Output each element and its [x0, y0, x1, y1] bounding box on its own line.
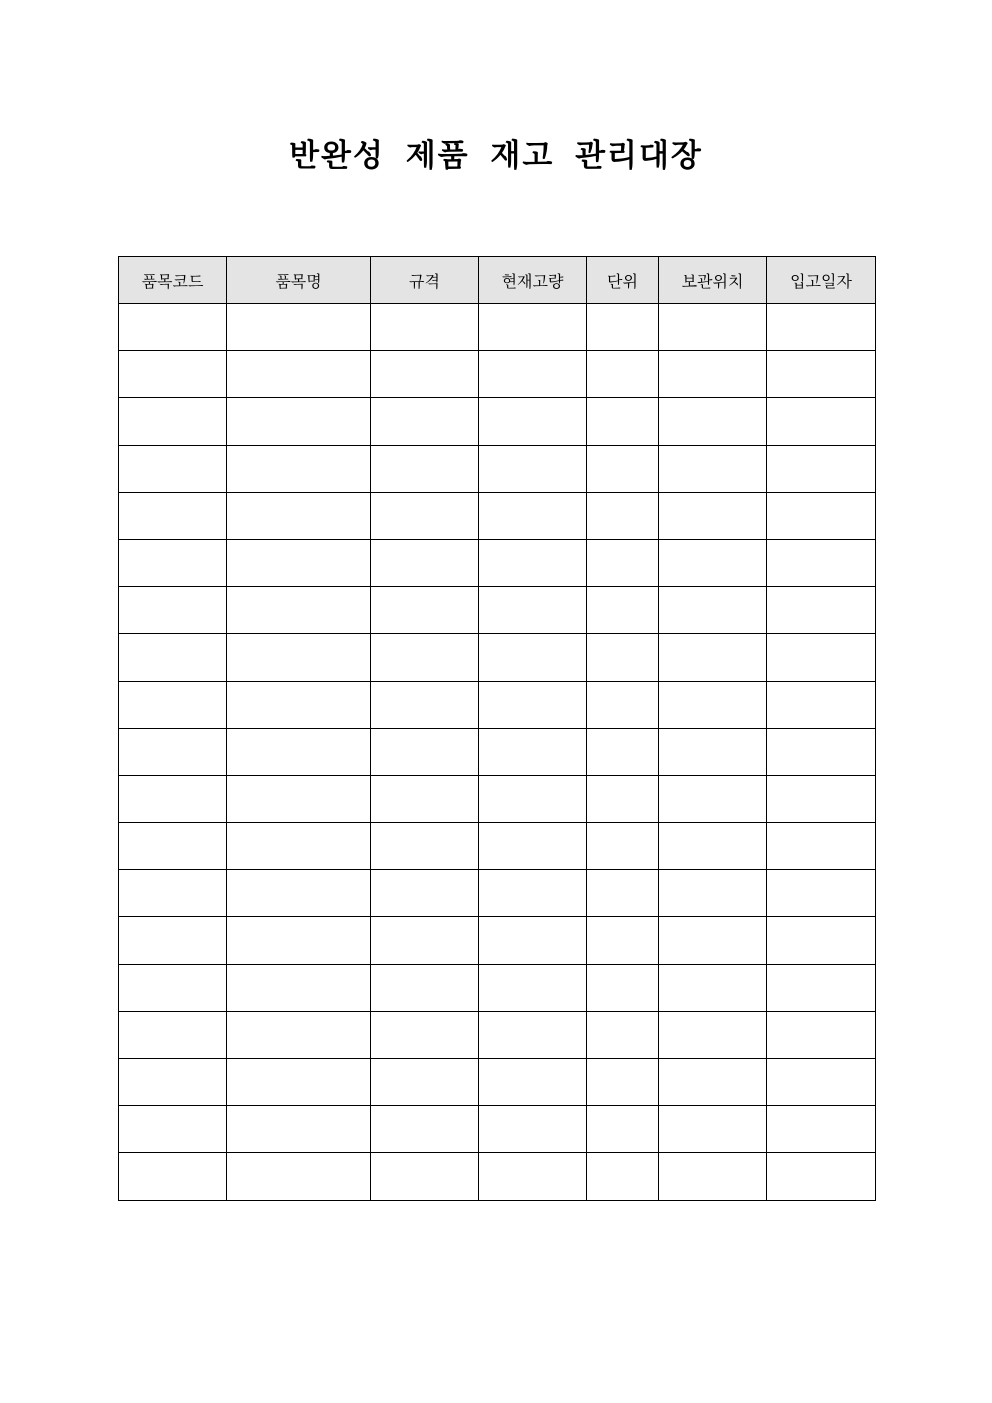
table-cell[interactable]: [227, 587, 371, 634]
table-row: [119, 728, 876, 775]
table-cell[interactable]: [119, 964, 227, 1011]
table-cell[interactable]: [659, 870, 767, 917]
table-cell[interactable]: [767, 823, 876, 870]
table-cell[interactable]: [227, 681, 371, 728]
table-cell[interactable]: [767, 445, 876, 492]
table-cell[interactable]: [371, 728, 479, 775]
table-cell[interactable]: [119, 681, 227, 728]
table-cell[interactable]: [227, 728, 371, 775]
table-cell[interactable]: [371, 351, 479, 398]
table-cell[interactable]: [371, 964, 479, 1011]
table-cell[interactable]: [479, 681, 587, 728]
table-cell[interactable]: [119, 1106, 227, 1153]
column-header-spec: 규격: [371, 257, 479, 304]
table-cell[interactable]: [119, 1153, 227, 1200]
table-cell[interactable]: [119, 775, 227, 822]
table-row: [119, 304, 876, 351]
table-cell[interactable]: [659, 445, 767, 492]
table-cell[interactable]: [659, 964, 767, 1011]
table-cell[interactable]: [119, 823, 227, 870]
table-cell[interactable]: [587, 445, 659, 492]
table-cell[interactable]: [767, 870, 876, 917]
table-cell[interactable]: [767, 1106, 876, 1153]
table-cell[interactable]: [767, 587, 876, 634]
table-cell[interactable]: [587, 1153, 659, 1200]
table-cell[interactable]: [659, 492, 767, 539]
table-cell[interactable]: [119, 917, 227, 964]
table-cell[interactable]: [767, 681, 876, 728]
table-cell[interactable]: [479, 1106, 587, 1153]
table-row: [119, 917, 876, 964]
table-cell[interactable]: [479, 775, 587, 822]
table-cell[interactable]: [119, 1011, 227, 1058]
table-cell[interactable]: [371, 634, 479, 681]
column-header-item-code: 품목코드: [119, 257, 227, 304]
table-cell[interactable]: [479, 823, 587, 870]
table-cell[interactable]: [767, 775, 876, 822]
table-cell[interactable]: [227, 823, 371, 870]
table-cell[interactable]: [371, 539, 479, 586]
table-cell[interactable]: [371, 492, 479, 539]
table-cell[interactable]: [371, 1153, 479, 1200]
table-cell[interactable]: [479, 1011, 587, 1058]
table-row: [119, 492, 876, 539]
table-cell[interactable]: [371, 587, 479, 634]
table-cell[interactable]: [227, 1106, 371, 1153]
inventory-ledger-table: [118, 256, 876, 1201]
table-cell[interactable]: [659, 1153, 767, 1200]
table-header-row: [119, 257, 876, 304]
table-row: [119, 681, 876, 728]
table-cell[interactable]: [767, 492, 876, 539]
table-cell[interactable]: [587, 870, 659, 917]
table-cell[interactable]: [371, 681, 479, 728]
table-cell[interactable]: [767, 917, 876, 964]
table-cell[interactable]: [479, 304, 587, 351]
table-cell[interactable]: [587, 1106, 659, 1153]
column-header-storage-location: 보관위치: [659, 257, 767, 304]
table-cell[interactable]: [587, 1011, 659, 1058]
table-cell[interactable]: [371, 1059, 479, 1106]
table-row: [119, 1011, 876, 1058]
table-cell[interactable]: [659, 728, 767, 775]
table-cell[interactable]: [227, 1059, 371, 1106]
table-cell[interactable]: [119, 492, 227, 539]
table-cell[interactable]: [227, 304, 371, 351]
table-cell[interactable]: [119, 634, 227, 681]
table-cell[interactable]: [587, 539, 659, 586]
table-cell[interactable]: [227, 539, 371, 586]
table-cell[interactable]: [587, 964, 659, 1011]
table-cell[interactable]: [479, 964, 587, 1011]
table-row: [119, 823, 876, 870]
table-cell[interactable]: [371, 917, 479, 964]
table-cell[interactable]: [119, 539, 227, 586]
table-row: [119, 1059, 876, 1106]
table-cell[interactable]: [227, 445, 371, 492]
table-cell[interactable]: [479, 492, 587, 539]
table-cell[interactable]: [767, 304, 876, 351]
table-row: [119, 1153, 876, 1200]
table-cell[interactable]: [119, 351, 227, 398]
table-cell[interactable]: [587, 492, 659, 539]
table-cell[interactable]: [659, 634, 767, 681]
table-cell[interactable]: [587, 917, 659, 964]
table-cell[interactable]: [371, 823, 479, 870]
table-cell[interactable]: [479, 728, 587, 775]
table-row: [119, 634, 876, 681]
table-cell[interactable]: [479, 351, 587, 398]
table-cell[interactable]: [659, 681, 767, 728]
table-cell[interactable]: [767, 1153, 876, 1200]
table-cell[interactable]: [767, 728, 876, 775]
table-cell[interactable]: [587, 728, 659, 775]
table-row: [119, 539, 876, 586]
table-cell[interactable]: [479, 1153, 587, 1200]
table-cell[interactable]: [119, 870, 227, 917]
table-cell[interactable]: [767, 539, 876, 586]
table-cell[interactable]: [119, 445, 227, 492]
table-cell[interactable]: [767, 1059, 876, 1106]
table-row: [119, 445, 876, 492]
table-cell[interactable]: [479, 870, 587, 917]
table-cell[interactable]: [767, 1011, 876, 1058]
table-cell[interactable]: [479, 445, 587, 492]
table-cell[interactable]: [587, 1059, 659, 1106]
table-row: [119, 870, 876, 917]
table-cell[interactable]: [659, 1011, 767, 1058]
table-cell[interactable]: [119, 398, 227, 445]
column-header-unit: 단위: [587, 257, 659, 304]
table-cell[interactable]: [371, 445, 479, 492]
table-cell[interactable]: [659, 775, 767, 822]
table-cell[interactable]: [371, 398, 479, 445]
table-cell[interactable]: [227, 964, 371, 1011]
table-row: [119, 964, 876, 1011]
table-cell[interactable]: [371, 304, 479, 351]
table-row: [119, 398, 876, 445]
table-cell[interactable]: [371, 870, 479, 917]
table-cell[interactable]: [371, 1106, 479, 1153]
table-cell[interactable]: [587, 351, 659, 398]
table-cell[interactable]: [227, 1153, 371, 1200]
table-cell[interactable]: [479, 1059, 587, 1106]
table-cell[interactable]: [119, 1059, 227, 1106]
table-cell[interactable]: [227, 351, 371, 398]
table-cell[interactable]: [479, 539, 587, 586]
table-cell[interactable]: [587, 681, 659, 728]
table-cell[interactable]: [587, 634, 659, 681]
table-cell[interactable]: [119, 304, 227, 351]
table-cell[interactable]: [659, 398, 767, 445]
table-row: [119, 351, 876, 398]
table-cell[interactable]: [587, 823, 659, 870]
table-cell[interactable]: [659, 1106, 767, 1153]
table-cell[interactable]: [119, 587, 227, 634]
table-cell[interactable]: [479, 587, 587, 634]
table-cell[interactable]: [227, 775, 371, 822]
table-cell[interactable]: [659, 1059, 767, 1106]
table-cell[interactable]: [479, 398, 587, 445]
table-row: [119, 1106, 876, 1153]
table-cell[interactable]: [227, 917, 371, 964]
table-cell[interactable]: [659, 351, 767, 398]
table-cell[interactable]: [479, 917, 587, 964]
table-cell[interactable]: [371, 775, 479, 822]
table-body: [119, 304, 876, 1201]
table-cell[interactable]: [587, 775, 659, 822]
table-row: [119, 775, 876, 822]
table-cell[interactable]: [119, 728, 227, 775]
table-cell[interactable]: [479, 634, 587, 681]
table-cell[interactable]: [227, 398, 371, 445]
table-cell[interactable]: [227, 870, 371, 917]
table-cell[interactable]: [587, 587, 659, 634]
table-cell[interactable]: [659, 917, 767, 964]
table-cell[interactable]: [659, 539, 767, 586]
table-cell[interactable]: [227, 1011, 371, 1058]
table-cell[interactable]: [767, 351, 876, 398]
page-title: 반완성 제품 재고 관리대장: [289, 138, 703, 174]
column-header-receipt-date: 입고일자: [767, 257, 876, 304]
column-header-current-stock: 현재고량: [479, 257, 587, 304]
table-cell[interactable]: [767, 634, 876, 681]
table-cell[interactable]: [767, 398, 876, 445]
table-cell[interactable]: [659, 587, 767, 634]
table-row: [119, 587, 876, 634]
column-header-item-name: 품목명: [227, 257, 371, 304]
table-cell[interactable]: [587, 398, 659, 445]
table-cell[interactable]: [587, 304, 659, 351]
table-cell[interactable]: [659, 304, 767, 351]
table-cell[interactable]: [227, 634, 371, 681]
table-cell[interactable]: [659, 823, 767, 870]
table-cell[interactable]: [371, 1011, 479, 1058]
table-cell[interactable]: [767, 964, 876, 1011]
table-cell[interactable]: [227, 492, 371, 539]
